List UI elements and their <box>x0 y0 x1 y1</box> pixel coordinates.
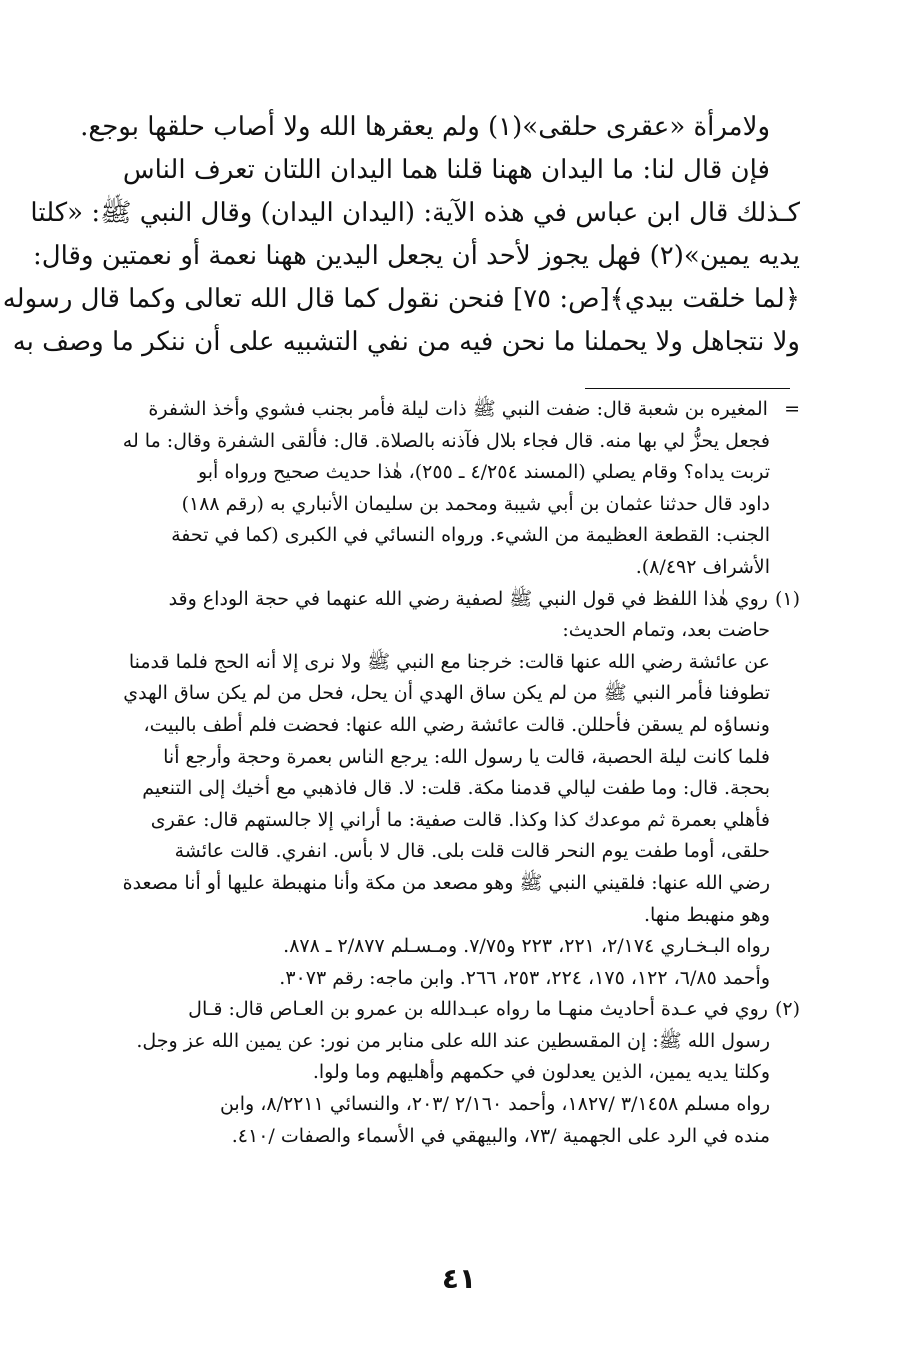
footnote-line: داود قال حدثنا عثمان بن أبي شيبة ومحمد بن سليمان الأنباري به (رقم ١٨٨) <box>181 492 770 515</box>
footnote-reference: رواه البـخـاري ٢/١٧٤، ٢٢١، ٢٢٣ و٧/٧٥. ومـسـلم ٢/٨٧٧ ـ ٨٧٨. <box>283 935 770 958</box>
footnote-line: عن عائشة رضي الله عنها قالت: خرجنا مع النبي ﷺ ولا نرى إلا أنه الحج فلما قدمنا <box>128 650 770 673</box>
main-line: ﴿لما خلقت بيدي﴾[ص: ٧٥] فنحن نقول كما قال الله تعالى وكما قال رسوله <box>2 284 800 314</box>
main-line: فإن قال لنا: ما اليدان ههنا قلنا هما اليدان اللتان تعرف الناس <box>122 155 770 185</box>
footnote-line: (١) روي هٰذا اللفظ في قول النبي ﷺ لصفية رضي الله عنهما في حجة الوداع وقد <box>95 584 800 616</box>
footnote-line: الأشراف ٨/٤٩٢). <box>635 555 770 578</box>
main-line: ولامرأة «عقرى حلقى»(١) ولم يعقرها الله ولا أصاب حلقها بوجع. <box>80 112 770 142</box>
footnote-reference: رواه مسلم ٣/١٤٥٨ /١٨٢٧، وأحمد ٢/١٦٠ /٢٠٣، والنسائي ٨/٢٢١١، وابن <box>219 1093 770 1116</box>
page-number: ٤١ <box>441 1262 477 1295</box>
footnote-marker: = <box>784 398 800 420</box>
footnote-line: بحجة. قال: وما طفت ليالي قدمنا مكة. قلت: لا. قال فاذهبي مع أخيك إلى التنعيم <box>142 777 770 800</box>
footnote-line: فجعل يحزُّ لي بها منه. قال فجاء بلال فآذنه بالصلاة. قال: فألقى الشفرة وقال: ما له <box>122 429 770 452</box>
footnote-line: فلما كانت ليلة الحصبة، قالت يا رسول الله: يرجع الناس بعمرة وحجة وأرجع أنا <box>163 745 770 768</box>
footnote-marker: (١) <box>774 587 800 610</box>
footnote-line: تطوفنا فأمر النبي ﷺ من لم يكن ساق الهدي أن يحل، فحل من لم يكن ساق الهدي <box>123 682 770 705</box>
footnote-separator <box>585 388 790 389</box>
footnote-line: وكلتا يديه يمين، الذين يعدلون في حكمهم وأهليهم وما ولوا. <box>312 1061 770 1084</box>
main-line: ولا نتجاهل ولا يحملنا ما نحن فيه من نفي التشبيه على أن ننكر ما وصف به <box>12 327 800 357</box>
footnote-line: فأهلي بعمرة ثم موعدك كذا وكذا. قالت صفية: ما أراني إلا جالستهم قال: عقرى <box>150 808 770 831</box>
main-line: كـذلك قال ابن عباس في هذه الآية: (اليدان اليدان) وقال النبي ﷺ: «كلتا <box>30 198 800 228</box>
footnote-line: حلقى، أوما طفت يوم النحر قالت قلت بلى. قال لا بأس. انفري. قالت عائشة <box>174 840 770 863</box>
footnote-line: رضي الله عنها: فلقيني النبي ﷺ وهو مصعد من مكة وأنا منهبطة عليها أو أنا مصعدة <box>122 871 770 894</box>
footnote-line: الجنب: القطعة العظيمة من الشيء. ورواه النسائي في الكبرى (كما في تحفة <box>171 524 770 547</box>
main-text <box>2 106 800 364</box>
footnote-reference: منده في الرد على الجهمية /٧٣، والبيهقي في الأسماء والصفات /٤١٠. <box>231 1124 770 1147</box>
main-line: يديه يمين»(٢) فهل يجوز لأحد أن يجعل اليدين ههنا نعمة أو نعمتين وقال: <box>32 241 800 271</box>
footnote-line: ونساؤه لم يسقن فأحللن. قالت عائشة رضي الله عنها: فحضت فلم أطف بالبيت، <box>143 713 770 736</box>
footnote-line: وهو منهبط منها. <box>643 903 770 926</box>
footnote-marker: (٢) <box>774 998 800 1021</box>
footnote-reference: وأحمد ٦/٨٥، ١٢٢، ١٧٥، ٢٢٤، ٢٥٣، ٢٦٦. وابن ماجه: رقم ٣٠٧٣. <box>279 966 770 989</box>
footnote-line: تربت يداه؟ وقام يصلي (المسند ٤/٢٥٤ ـ ٢٥٥)، هٰذا حديث صحيح ورواه أبو <box>197 461 770 484</box>
footnote-line: رسول الله ﷺ: إن المقسطين عند الله على منابر من نور: عن يمين الله عز وجل. <box>136 1029 770 1052</box>
footnote-line: = المغيره بن شعبة قال: ضفت النبي ﷺ ذات ليلة فأمر بجنب فشوي وأخذ الشفرة <box>95 394 800 426</box>
footnotes <box>95 394 800 1152</box>
footnote-line: (٢) روي في عـدة أحاديث منهـا ما رواه عبـدالله بن عمرو بن العـاص قال: قـال <box>95 994 800 1026</box>
footnote-line: حاضت بعد، وتمام الحديث: <box>562 619 770 642</box>
